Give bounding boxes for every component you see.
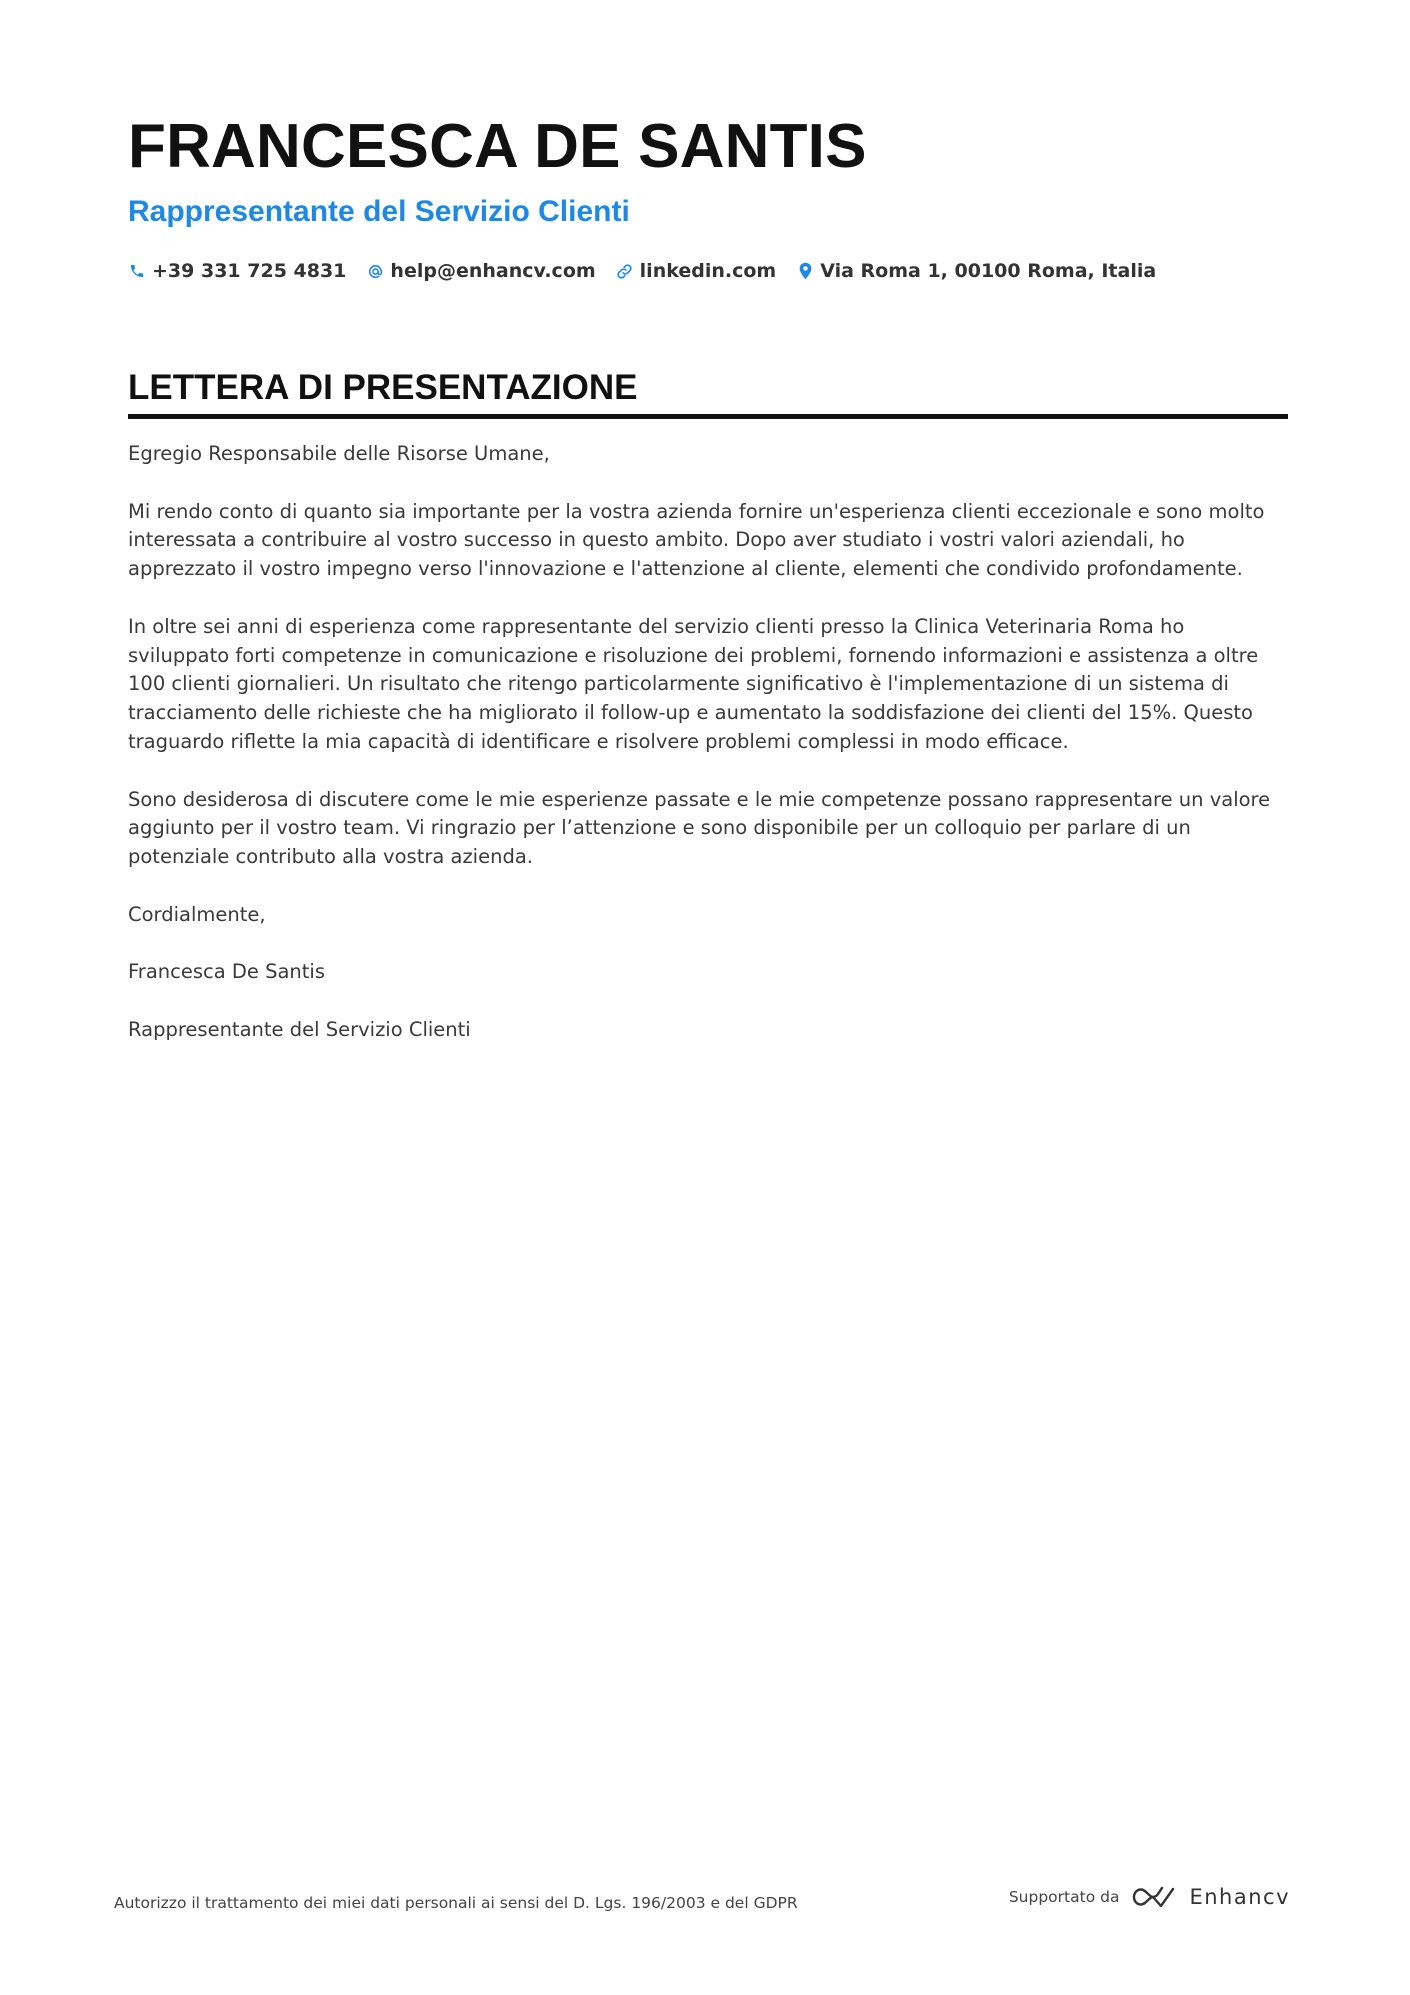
powered-by-label: Supportato da xyxy=(1008,1888,1120,1906)
letter-closing: Cordialmente, xyxy=(128,902,266,926)
link-icon xyxy=(616,262,634,280)
brand-name: Enhancv xyxy=(1189,1885,1290,1909)
location-pin-icon xyxy=(796,262,814,280)
contact-phone[interactable] xyxy=(128,260,346,282)
contact-linkedin-text: linkedin.com xyxy=(639,260,777,282)
letter-body xyxy=(128,440,1288,1074)
header xyxy=(128,108,1288,282)
letter-paragraph-2: In oltre sei anni di esperienza come rappresentante del servizio clienti presso la Clinica Veterinaria Roma ho sviluppato forti competenze in comunicazione e risoluzione dei problemi, fornendo informazioni e assistenza a oltre 100 clienti giornalieri. Un risultato che ritengo particolarmente significativo è l'implementazione di un sistema di tracciamento delle richieste che ha migliorato il follow-up e aumentato la soddisfazione dei clienti del 15%. Questo traguardo riflette la mia capacità di identificare e risolvere problemi complessi in modo efficace. xyxy=(128,614,1259,753)
signature-title: Rappresentante del Servizio Clienti xyxy=(128,1017,471,1041)
contact-phone-text: +39 331 725 4831 xyxy=(152,260,347,282)
contact-email[interactable] xyxy=(366,260,595,282)
letter-greeting: Egregio Responsabile delle Risorse Umane, xyxy=(128,442,550,465)
applicant-role: Rappresentante del Servizio Clienti xyxy=(128,195,630,228)
contact-email-text: help@enhancv.com xyxy=(390,260,596,282)
privacy-consent-note: Autorizzo il trattamento dei miei dati personali ai sensi del D. Lgs. 196/2003 e del GDPR xyxy=(114,1894,798,1912)
phone-icon xyxy=(128,262,146,280)
contact-address xyxy=(796,260,1156,282)
contact-linkedin[interactable] xyxy=(616,260,777,282)
contact-address-text: Via Roma 1, 00100 Roma, Italia xyxy=(820,260,1157,282)
section-title: LETTERA DI PRESENTAZIONE xyxy=(128,366,1288,419)
contact-bar xyxy=(128,260,1288,282)
signature-name: Francesca De Santis xyxy=(128,960,325,984)
powered-by[interactable] xyxy=(1009,1884,1290,1910)
letter-paragraph-1: Mi rendo conto di quanto sia importante per la vostra azienda fornire un'esperienza clienti eccezionale e sono molto interessata a contribuire al vostro successo in questo ambito. Dopo aver studiato i vostri valori aziendali, ho apprezzato il vostro impegno verso l'innovazione e l'attenzione al cliente, elementi che condivido profondamente. xyxy=(128,499,1265,581)
applicant-name: FRANCESCA DE SANTIS xyxy=(128,112,867,181)
at-icon xyxy=(366,262,384,280)
letter-paragraph-3: Sono desiderosa di discutere come le mie esperienze passate e le mie competenze possano rappresentare un valore aggiunto per il vostro team. Vi ringrazio per l’attenzione e sono disponibile per un colloquio per parlare di un potenziale contributo alla vostra azienda. xyxy=(128,787,1271,869)
enhancv-logo-icon xyxy=(1131,1884,1179,1910)
